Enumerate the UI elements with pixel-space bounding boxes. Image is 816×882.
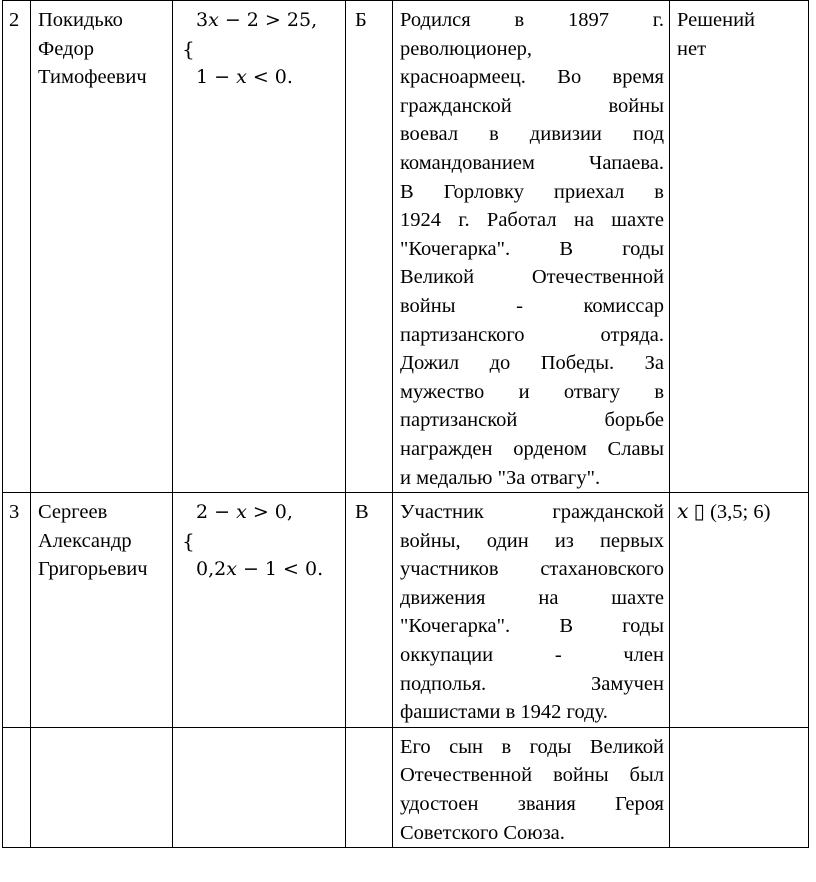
row-number: 2 xyxy=(3,1,31,493)
person-name: Покидько Федор Тимофеевич xyxy=(31,1,173,493)
system-brace: { xyxy=(182,528,195,553)
empty-cell xyxy=(346,727,393,847)
person-name: Сергеев Александр Григорьевич xyxy=(31,493,173,728)
inequality-system xyxy=(173,493,346,728)
biography: Родился в 1897 г. революционер, красноармеец. Во время гражданской войны воевал в дивизии под командованием Чапаева. В Горловку приехал в 1924 г. Работал на шахте "Кочегарка". В годы Великой Отечественной войны - комиссар партизанского отряда. Дожил до Победы. За мужество и отвагу в партизанской борьбе награжден орденом Славы и медалью "За отвагу". xyxy=(393,1,670,493)
inequality-1: 2 − 𝑥 > 0, xyxy=(196,501,293,524)
inequality-system xyxy=(173,1,346,493)
row-number: 3 xyxy=(3,493,31,728)
inequality-2: 0,2𝑥 − 1 < 0. xyxy=(196,558,324,581)
inequality-1: 3𝑥 − 2 > 25, xyxy=(196,9,318,31)
empty-cell xyxy=(670,727,809,847)
inequality-2: 1 − 𝑥 < 0. xyxy=(196,66,293,89)
table-row xyxy=(3,493,809,728)
answer-letter: Б xyxy=(346,1,393,493)
empty-cell xyxy=(173,727,346,847)
table-row xyxy=(3,1,809,493)
heroes-table xyxy=(2,0,809,848)
biography: Участник гражданской войны, один из первых участников стахановского движения на шахте "Кочегарка". В годы оккупации - член подполья. Замучен фашистами в 1942 году. xyxy=(393,493,670,728)
empty-cell xyxy=(3,727,31,847)
answer-letter: В xyxy=(346,493,393,728)
table-row xyxy=(3,727,809,847)
biography: Его сын в годы Великой Отечественной войны был удостоен звания Героя Советского Союза. xyxy=(393,727,670,847)
solution-result: Решений нет xyxy=(670,1,809,493)
system-brace: { xyxy=(182,36,195,61)
solution-result: 𝑥 ▯ (3,5; 6) xyxy=(670,493,809,728)
empty-cell xyxy=(31,727,173,847)
